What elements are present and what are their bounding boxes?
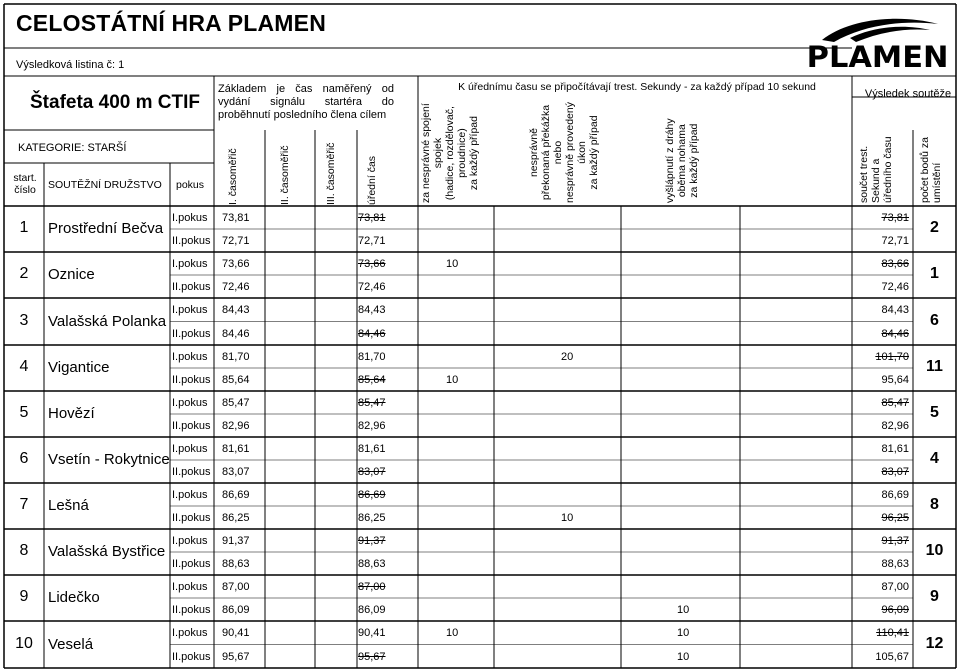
penalty-connection-header-line: proudnice) — [456, 128, 468, 178]
total-time: 72,71 — [881, 235, 909, 247]
attempt-label: II.pokus — [172, 235, 211, 247]
placement: 6 — [930, 311, 939, 329]
attempt-label: I.pokus — [172, 212, 208, 224]
attempt-label: I.pokus — [172, 443, 208, 455]
penalty-connection: 10 — [446, 258, 459, 270]
timer1-value: 91,37 — [222, 535, 250, 547]
timer1-value: 81,70 — [222, 351, 250, 363]
penalty-connection-header-line: za každý případ — [468, 116, 480, 191]
team-name: Valašská Polanka — [48, 312, 167, 330]
total-time: 82,96 — [881, 420, 909, 432]
penalty-obstacle: 20 — [561, 351, 574, 363]
total-time: 84,46 — [881, 327, 909, 340]
timer1-header: I. časoměřič — [227, 148, 239, 205]
penalty-track: 10 — [677, 604, 690, 616]
penalty-header: K úřednímu času se připočítávají trest. Sekundy - za každý případ 10 sekund — [458, 81, 816, 93]
total-time: 88,63 — [881, 558, 909, 570]
team-name: Prostřední Bečva — [48, 220, 164, 237]
timer1-value: 84,46 — [222, 327, 250, 340]
timer1-value: 86,25 — [222, 512, 250, 524]
placement: 4 — [930, 450, 939, 467]
start-number: 9 — [19, 588, 29, 605]
attempt-label: I.pokus — [172, 397, 208, 409]
total-time: 105,67 — [875, 650, 909, 663]
start-number: 4 — [19, 358, 29, 375]
team-name: Vsetín - Rokytnice — [48, 451, 170, 468]
official-time: 91,37 — [358, 535, 386, 547]
total-time-header-line: součet trest. — [858, 145, 870, 203]
timer1-value: 87,00 — [222, 581, 250, 593]
total-time: 84,43 — [881, 304, 909, 316]
total-time-header-line: úředního času — [882, 136, 894, 203]
total-time: 87,00 — [881, 581, 909, 593]
timer1-value: 73,81 — [222, 212, 250, 224]
attempt-label: I.pokus — [172, 535, 208, 547]
attempt-label: II.pokus — [172, 374, 211, 386]
start-number: 1 — [19, 219, 29, 236]
official-time: 73,66 — [358, 258, 386, 270]
team-name: Oznice — [48, 266, 95, 283]
penalty-obstacle-header-line: za každý případ — [588, 115, 600, 190]
attempt-label: II.pokus — [172, 420, 211, 432]
total-time-header-line: Sekund a — [870, 158, 882, 203]
results-number: Výsledková listina č: 1 — [16, 59, 125, 71]
timer1-value: 81,61 — [222, 443, 250, 455]
official-time: 86,25 — [358, 512, 386, 524]
attempt-header: pokus — [176, 179, 205, 191]
attempt-label: II.pokus — [172, 466, 211, 478]
team-name: Hovězí — [48, 405, 95, 422]
team-name: Valašská Bystřice — [48, 543, 166, 560]
attempt-label: II.pokus — [172, 650, 211, 663]
attempt-label: I.pokus — [172, 304, 208, 316]
penalty-obstacle-header-line: překonaná překážka — [540, 104, 552, 201]
penalty-obstacle-header-line: nesprávně — [528, 127, 540, 178]
timer1-value: 95,67 — [222, 650, 250, 663]
team-header: SOUTĚŽNÍ DRUŽSTVO — [48, 179, 162, 191]
total-time: 91,37 — [881, 535, 909, 547]
penalty-connection-header-line: (hadice, rozdělovač, — [444, 106, 456, 201]
penalty-connection-header — [420, 103, 480, 203]
penalty-track-header-line: za každý případ — [688, 123, 700, 198]
official-time: 88,63 — [358, 558, 386, 570]
timer1-value: 88,63 — [222, 558, 250, 570]
total-time: 83,07 — [881, 466, 909, 478]
placement: 10 — [925, 542, 944, 559]
event-name: Štafeta 400 m CTIF — [30, 92, 200, 113]
total-time: 73,81 — [881, 212, 909, 224]
placement: 12 — [925, 634, 944, 652]
points-header-line: umístění — [931, 162, 943, 203]
team-name: Lidečko — [48, 589, 100, 606]
penalty-connection: 10 — [446, 627, 459, 639]
timer1-value: 85,64 — [222, 374, 250, 386]
logo-wordmark: PLAMEN — [806, 40, 949, 74]
total-time-header — [858, 136, 894, 203]
start-number: 6 — [19, 450, 29, 467]
attempt-label: I.pokus — [172, 258, 208, 270]
timer1-value: 84,43 — [222, 304, 250, 316]
total-time: 96,25 — [881, 512, 909, 524]
timer1-value: 85,47 — [222, 397, 250, 409]
page-title: CELOSTÁTNÍ HRA PLAMEN — [16, 10, 327, 36]
timing-note: Základem je čas naměřený od vydání signálu startéra do proběhnutí posledního člena cílem — [218, 83, 394, 121]
official-time: 85,64 — [358, 374, 386, 386]
total-time: 81,61 — [881, 443, 909, 455]
official-time: 82,96 — [358, 420, 386, 432]
timer1-value: 72,46 — [222, 281, 250, 293]
team-name: Lešná — [48, 497, 89, 514]
timer1-value: 86,69 — [222, 489, 250, 501]
placement: 8 — [930, 496, 939, 513]
official-time: 81,61 — [358, 443, 386, 455]
total-time: 86,69 — [881, 489, 909, 501]
start-number: 7 — [19, 496, 29, 513]
attempt-label: I.pokus — [172, 489, 208, 501]
attempt-label: II.pokus — [172, 558, 211, 570]
start-number: 3 — [19, 311, 29, 329]
timer2-header: II. časoměřič — [279, 145, 291, 205]
penalty-track-header — [664, 118, 700, 203]
official-time: 95,67 — [358, 650, 386, 663]
start-number: 10 — [15, 634, 33, 652]
penalty-obstacle-header-line: nebo — [552, 140, 564, 165]
timer1-value: 82,96 — [222, 420, 250, 432]
official-time: 84,46 — [358, 327, 386, 340]
points-header — [919, 137, 943, 203]
official-time: 85,47 — [358, 397, 386, 409]
placement: 11 — [926, 358, 943, 375]
start-number: 5 — [19, 404, 29, 421]
team-name: Vigantice — [48, 359, 110, 376]
attempt-label: II.pokus — [172, 512, 211, 524]
official-time: 90,41 — [358, 627, 386, 639]
placement: 9 — [930, 588, 939, 605]
attempt-label: II.pokus — [172, 327, 211, 340]
total-time: 83,66 — [881, 258, 909, 270]
penalty-track-header-line: vyšlápnutí z dráhy — [664, 118, 676, 203]
category-label: KATEGORIE: STARŠÍ — [18, 142, 127, 154]
timer1-value: 86,09 — [222, 604, 250, 616]
penalty-obstacle-header — [528, 102, 600, 203]
official-time: 86,09 — [358, 604, 386, 616]
timer1-value: 72,71 — [222, 235, 250, 247]
attempt-label: I.pokus — [172, 581, 208, 593]
placement: 5 — [930, 404, 939, 421]
attempt-label: I.pokus — [172, 627, 208, 639]
start-number: 8 — [19, 542, 29, 559]
placement: 2 — [930, 219, 939, 236]
official-time: 73,81 — [358, 212, 386, 224]
attempt-label: II.pokus — [172, 604, 211, 616]
total-time: 95,64 — [881, 374, 909, 386]
timer1-value: 73,66 — [222, 258, 250, 270]
penalty-connection: 10 — [446, 374, 459, 386]
official-time: 83,07 — [358, 466, 386, 478]
start-number: 2 — [19, 265, 29, 282]
start-number-header: start. číslo — [13, 172, 37, 196]
timer1-value: 83,07 — [222, 466, 250, 478]
official-time: 87,00 — [358, 581, 386, 593]
points-header-line: počet bodů za — [919, 137, 931, 203]
total-time: 72,46 — [881, 281, 909, 293]
team-name: Veselá — [48, 635, 94, 653]
penalty-track: 10 — [677, 627, 690, 639]
penalty-obstacle-header-line: úkon — [576, 141, 588, 164]
official-time: 72,46 — [358, 281, 386, 293]
timer1-value: 90,41 — [222, 627, 250, 639]
placement: 1 — [930, 265, 939, 282]
official-time: 84,43 — [358, 304, 386, 316]
timer3-header: III. časoměřič — [325, 142, 337, 205]
official-time: 86,69 — [358, 489, 386, 501]
total-time: 96,09 — [881, 604, 909, 616]
official-time: 81,70 — [358, 351, 386, 363]
official-time: 72,71 — [358, 235, 386, 247]
result-header: Výsledek soutěže — [864, 88, 952, 100]
attempt-label: II.pokus — [172, 281, 211, 293]
total-time: 85,47 — [881, 397, 909, 409]
penalty-track: 10 — [677, 650, 690, 663]
penalty-track-header-line: oběma nohama — [676, 124, 688, 198]
penalty-connection-header-line: spojek — [432, 137, 444, 169]
total-time: 101,70 — [875, 351, 909, 363]
total-time: 110,41 — [876, 627, 909, 639]
penalty-obstacle-header-line: nesprávně provedený — [564, 102, 576, 203]
penalty-obstacle: 10 — [561, 512, 574, 524]
official-time-header: úřední čas — [366, 155, 378, 205]
attempt-label: I.pokus — [172, 351, 208, 363]
penalty-connection-header-line: za nesprávné spojení — [420, 103, 432, 203]
